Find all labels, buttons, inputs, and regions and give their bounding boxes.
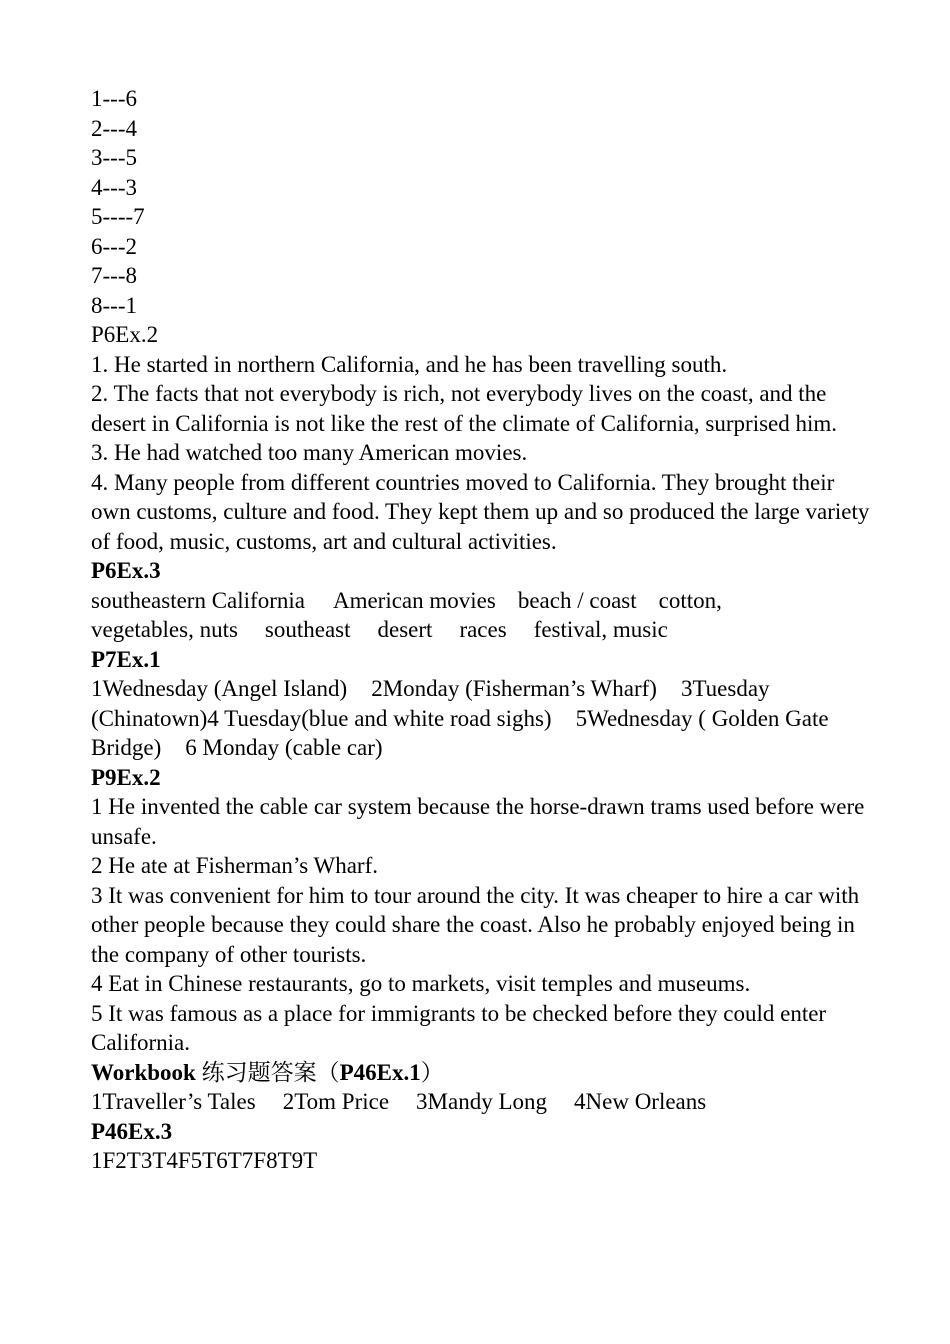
answer-item: 1Traveller’s Tales (91, 1089, 256, 1114)
answer-item: 2Tom Price (282, 1089, 390, 1114)
matching-line: 7---8 (91, 263, 137, 288)
workbook-title-cn: 练习题答案（ (201, 1059, 340, 1085)
answer-item: 1Wednesday (Angel Island) (91, 676, 348, 701)
matching-line: 4---3 (91, 174, 137, 200)
matching-line: 2---4 (91, 115, 137, 141)
matching-line: 8---1 (91, 292, 137, 318)
word-row (91, 586, 871, 616)
answer-paragraph: 1. He started in northern California, and he has been travelling south. (91, 351, 728, 377)
word-row (91, 615, 871, 645)
matching-answers (91, 84, 871, 320)
answer-item: 2Monday (Fisherman’s Wharf) (371, 676, 657, 701)
matching-line: 1---6 (91, 86, 137, 111)
workbook-title: Workbook (91, 1059, 196, 1085)
answer-item: 5Wednesday ( Golden Gate Bridge) (91, 705, 829, 760)
answer-word: festival, music (533, 617, 668, 642)
section-heading: P6Ex.3 (91, 558, 161, 583)
answer-word: races (459, 617, 507, 642)
answer-paragraph: 4. Many people from different countries moved to California. They brought their own customs, culture and food. They kept them up and so produced the large variety of food, music, customs, art and cultural activities. (91, 469, 870, 554)
answer-item: 3Mandy Long (416, 1089, 548, 1114)
section-heading: P46Ex.3 (91, 1118, 173, 1144)
workbook-exercise: P46Ex.1 (339, 1059, 421, 1085)
p9-ex2-section (91, 763, 871, 1058)
answer-paragraph: 5 It was famous as a place for immigrants to be checked before they could enter California. (91, 1000, 827, 1055)
answer-paragraph: 2 He ate at Fisherman’s Wharf. (91, 853, 378, 878)
answer-paragraph: 4 Eat in Chinese restaurants, go to markets, visit temples and museums. (91, 971, 751, 996)
answer-word: desert (377, 617, 433, 642)
answer-items (91, 674, 871, 763)
answer-word: American movies (332, 587, 496, 613)
answer-paragraph: 1 He invented the cable car system because the horse-drawn trams used before were unsafe. (91, 794, 865, 849)
matching-line: 3---5 (91, 145, 137, 170)
answer-paragraph: 2. The facts that not everybody is rich, not everybody lives on the coast, and the desert in California is not like the rest of the climate of California, surprised him. (91, 381, 838, 436)
answer-word: beach / coast (517, 587, 637, 613)
answer-word: southeast (264, 617, 351, 642)
section-heading: P6Ex.2 (91, 322, 159, 347)
section-heading: P7Ex.1 (91, 646, 161, 672)
answer-item: 4New Orleans (574, 1089, 707, 1114)
matching-line: 6---2 (91, 233, 137, 259)
p6-ex3-section (91, 556, 871, 645)
answer-paragraph: 3. He had watched too many American movies. (91, 440, 528, 465)
section-heading: P9Ex.2 (91, 764, 161, 790)
p46-ex3-section (91, 1117, 871, 1176)
answer-item: 6 Monday (cable car) (185, 735, 383, 760)
section-heading (91, 1058, 871, 1088)
answer-items (91, 1087, 871, 1117)
matching-line: 5----7 (91, 204, 145, 229)
answer-key-page (91, 84, 871, 1176)
answer-word: southeastern California (91, 587, 305, 613)
answer-paragraph: 3 It was convenient for him to tour around the city. It was cheaper to hire a car with other people because they could share the coast. Also he probably enjoyed being in the company of other tourists. (91, 882, 860, 967)
workbook-title-close: ） (420, 1059, 444, 1085)
p6-ex2-section (91, 320, 871, 556)
p7-ex1-section (91, 645, 871, 763)
answer-item: 3Tuesday (Chinatown)4 Tuesday(blue and white road sighs) (91, 676, 770, 731)
answer-word: cotton, (658, 587, 722, 613)
true-false-answers: 1F2T3T4F5T6T7F8T9T (91, 1148, 318, 1173)
workbook-section (91, 1058, 871, 1117)
answer-word: vegetables, nuts (91, 617, 238, 642)
